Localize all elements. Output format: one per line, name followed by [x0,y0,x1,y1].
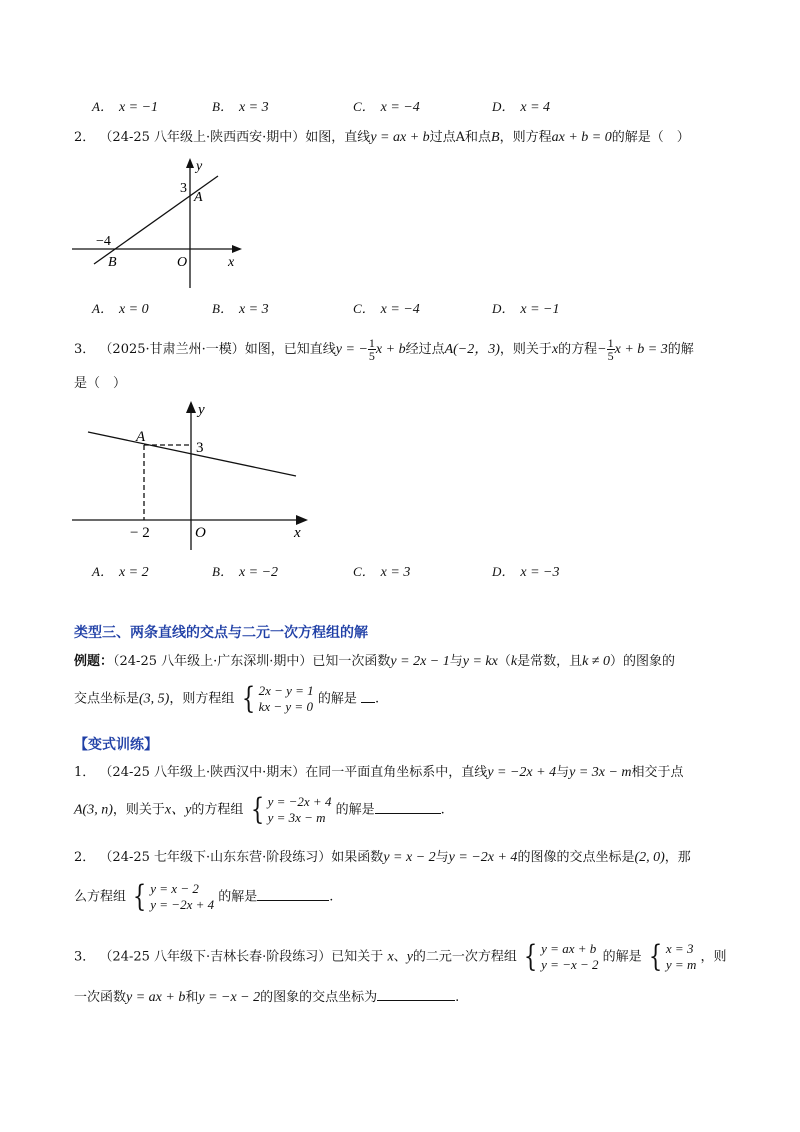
q3-graph [64,396,324,556]
q3-fraction-1: $\frac{1}{5}$ [368,336,375,363]
q2-y-label: y [196,159,203,174]
q2-option-c: C． x = −4 [353,301,420,317]
q3-line [88,432,296,476]
p1-stem: 1． （24-25 八年级上·陕西汉中·期末）在同一平面直角坐标系中，直线y = −2x + 4与y = 3x − m相交于点 [74,765,684,780]
example-answer-blank[interactable] [361,690,375,703]
p2-equation-system: { y = x − 2 y = −2x + 4 [133,879,215,914]
p3-stem: 3． （24-25 八年级下·吉林长春·阶段练习）已知关于 x、y的二元一次方程组 { y = ax + b y = −x − 2 的解是 { x = 3 y = m ，则 [74,939,727,974]
q2-graph [60,150,260,300]
p3-solution-system: { x = 3 y = m [648,939,697,974]
q3-option-c: C． x = 3 [353,564,411,580]
q3-stem: 3． （2025·甘肃兰州·一模）如图，已知直线y = − $\frac{1}{5}$ x + b经过点A(−2，3)，则关于x的方程− $\frac{1}{5}$ x + b = 3的解 [74,336,694,363]
q3-stem-cont: 是（ ） [74,376,127,391]
q1-option-b: B． x = 3 [212,99,269,115]
q3-x-tick-label: − 2 [130,525,150,541]
q2-y-tick-label: 3 [180,181,187,196]
example-equation-system: { 2x − y = 1 kx − y = 0 [241,681,314,716]
q2-option-d: D． x = −1 [492,301,560,317]
p2-answer-blank[interactable] [257,888,329,901]
section-heading: 类型三、两条直线的交点与二元一次方程组的解 [74,625,368,641]
p2-stem: 2． （24-25 七年级下·山东东营·阶段练习）如果函数y = x − 2与y = −2x + 4的图像的交点坐标是(2, 0)，那 [74,850,691,865]
p1-stem-cont: A(3, n)，则关于x、y的方程组 { y = −2x + 4 y = 3x − m 的解是 . [74,792,445,827]
q3-point-a-label: A [136,429,146,445]
q2-y-arrow [186,158,194,168]
p3-equation-system: { y = ax + b y = −x − 2 [523,939,599,974]
example-stem-cont: 交点坐标是(3, 5)，则方程组 { 2x − y = 1 kx − y = 0 的解是 . [74,681,380,716]
q3-x-label: x [294,525,301,541]
q3-option-d: D． x = −3 [492,564,560,580]
p2-stem-cont: 么方程组 { y = x − 2 y = −2x + 4 的解是 . [74,879,334,914]
q2-x-arrow [232,245,242,253]
p1-equation-system: { y = −2x + 4 y = 3x − m [250,792,332,827]
q2-stem: 2． （24-25 八年级上·陕西西安·期中）如图，直线y = ax + b过点A和点B，则方程ax + b = 0的解是（ ） [74,130,690,145]
q3-option-b: B． x = −2 [212,564,279,580]
q2-point-a-label: A [194,190,203,205]
q2-option-b: B． x = 3 [212,301,269,317]
q2-origin-label: O [177,255,188,270]
q3-option-a: A． x = 2 [92,564,149,580]
q3-origin-label: O [195,525,206,541]
p3-answer-blank[interactable] [377,988,455,1001]
q2-option-a: A． x = 0 [92,301,149,317]
q3-y-arrow [186,401,196,413]
example-stem: 例题：（24-25 八年级上·广东深圳·期中）已知一次函数y = 2x − 1与y = kx（k是常数，且k ≠ 0）的图象的 [74,654,676,669]
q3-y-label: y [198,402,205,418]
q2-x-tick-label: −4 [96,234,111,249]
practice-heading: 【变式训练】 [74,737,158,753]
q2-x-label: x [228,255,235,270]
q1-option-d: D． x = 4 [492,99,551,115]
p1-answer-blank[interactable] [375,801,441,814]
q2-point-b-label: B [108,255,117,270]
q3-fraction-2: $\frac{1}{5}$ [607,336,614,363]
q3-x-arrow [296,515,308,525]
q1-option-c: C． x = −4 [353,99,420,115]
q1-option-a: A． x = −1 [92,99,159,115]
p3-stem-cont: 一次函数y = ax + b和y = −x − 2的图象的交点坐标为 . [74,990,460,1005]
q3-y-tick-label: 3 [196,440,204,456]
